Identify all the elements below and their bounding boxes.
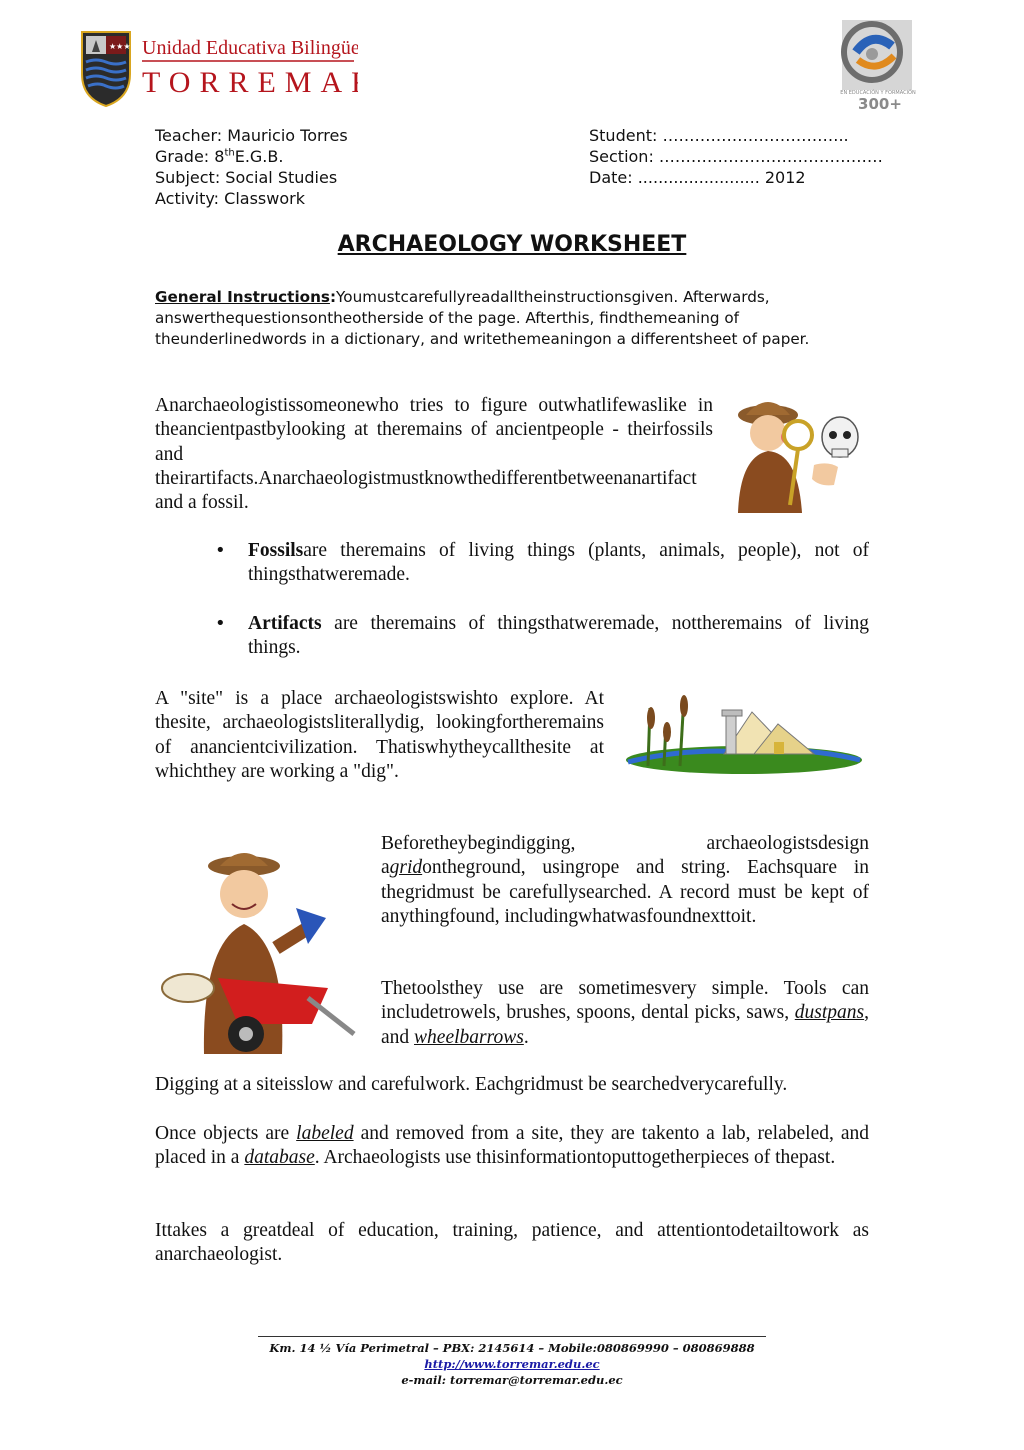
list-item: • Fossilsare theremains of living things (plants, animals, people), not of thingsthatweremade. <box>215 539 869 588</box>
school-crest-icon <box>78 28 358 108</box>
archaeologist-wheelbarrow-illustration <box>158 848 358 1058</box>
underlined-word-labeled: labeled <box>296 1123 354 1144</box>
section-field[interactable]: Section: …………………………………… <box>589 147 883 166</box>
archaeologist-wheelbarrow-icon <box>158 848 358 1058</box>
general-instructions: General Instructions:Youmustcarefullyreadalltheinstructionsgiven. Afterwards, answerthequestionsontheotherside of the page. Afterthis, findthemeaning of theunderlinedwords in a dictionary, and writethemeaningon a differentsheet of paper. <box>155 288 810 348</box>
paragraph-grid: Beforetheybegindigging, archaeologistsdesign agridontheground, usingrope and string. Eachsquare in thegridmust be carefullysearched. A record must be kept of anythingfound, includingwhatwasfoundnexttoit. <box>381 833 869 927</box>
grade-line: Grade: 8thE.G.B. <box>155 147 284 166</box>
footer-website-link[interactable]: http://www.torremar.edu.ec <box>424 1357 600 1371</box>
ruins-icon <box>624 688 864 780</box>
student-field[interactable]: Student: …………………………….. <box>589 126 849 145</box>
accreditation-badge <box>836 16 916 114</box>
svg-text:Unidad Educativa Bilingüe: Unidad Educativa Bilingüe <box>142 37 358 59</box>
teacher-line: Teacher: Mauricio Torres <box>155 126 348 145</box>
paragraph-objects: Once objects are labeled and removed from a site, they are takento a lab, relabeled, and placed in a database. Archaeologists use thisinformationtoputtogetherpieces of thepast. <box>155 1123 869 1169</box>
svg-text:EN EDUCACIÓN Y FORMACIÓN: EN EDUCACIÓN Y FORMACIÓN <box>840 90 916 96</box>
underlined-word-database: database <box>244 1147 315 1169</box>
instructions-label: General Instructions <box>155 288 330 306</box>
paragraph-tools: Thetoolsthey use are sometimesvery simple. Tools can includetrowels, brushes, spoons, dental picks, saws, dustpans, and wheelbarrows. <box>381 978 869 1048</box>
underlined-word-dustpans: dustpans <box>794 1002 865 1024</box>
archaeologist-skull-illustration <box>728 395 874 515</box>
footer-email: e-mail: torremar@torremar.edu.ec <box>401 1373 623 1387</box>
list-item: • Artifacts are theremains of thingsthatweremade, nottheremains of living things. <box>215 612 869 661</box>
worksheet-title: ARCHAEOLOGY WORKSHEET <box>337 232 687 257</box>
svg-text:300+: 300+ <box>858 95 902 113</box>
activity-line: Activity: Classwork <box>155 189 305 208</box>
svg-text:TORREMAR: TORREMAR <box>142 66 358 99</box>
fossil-artifact-list <box>215 539 869 684</box>
paragraph-digging: Digging at a siteisslow and carefulwork. Eachgridmust be searchedverycarefully. <box>155 1074 788 1095</box>
paragraph-archaeologist-definition: Anarchaeologistissomeonewho tries to figure outwhatlifewaslike in theancientpastbylooking at theremains of ancientpeople - theirfossils and theirartifacts.Anarchaeologistmustknowthedifferentbetweenanartifact and a fossil. <box>155 395 713 514</box>
school-logo <box>78 28 358 108</box>
dig-site-illustration <box>624 688 864 780</box>
svg-text:★★★: ★★★ <box>109 42 131 51</box>
paragraph-education: Ittakes a greatdeal of education, training, patience, and attentiontodetailtowork as anarchaeologist. <box>155 1220 869 1266</box>
worksheet-meta-right <box>589 125 889 188</box>
footer-divider <box>258 1336 766 1337</box>
underlined-word-grid: grid <box>389 857 423 879</box>
instructions-text: Youmustcarefullyreadalltheinstructionsgiven. Afterwards, answerthequestionsontheotherside of the page. Afterthis, findthemeaning of theunderlinedwords in a dictionary, and writethemeaningon a differentsheet of paper. <box>155 288 810 348</box>
subject-line: Subject: Social Studies <box>155 168 338 187</box>
paragraph-site: A "site" is a place archaeologistswishto explore. At thesite, archaeologistsliterallydig, lookingfortheremains of anancientcivilization. Thatiswhytheycallthesite at whichthey are working a "dig". <box>155 688 604 782</box>
footer-address: Km. 14 ½ Vía Perimetral – PBX: 2145614 – Mobile:080869990 – 080869888 <box>269 1341 755 1355</box>
date-field[interactable]: Date: ........................ 2012 <box>589 168 806 187</box>
worksheet-meta-left <box>155 125 575 209</box>
archaeologist-magnifier-icon <box>728 395 874 515</box>
badge-icon <box>836 16 916 114</box>
underlined-word-wheelbarrows: wheelbarrows <box>414 1026 524 1048</box>
